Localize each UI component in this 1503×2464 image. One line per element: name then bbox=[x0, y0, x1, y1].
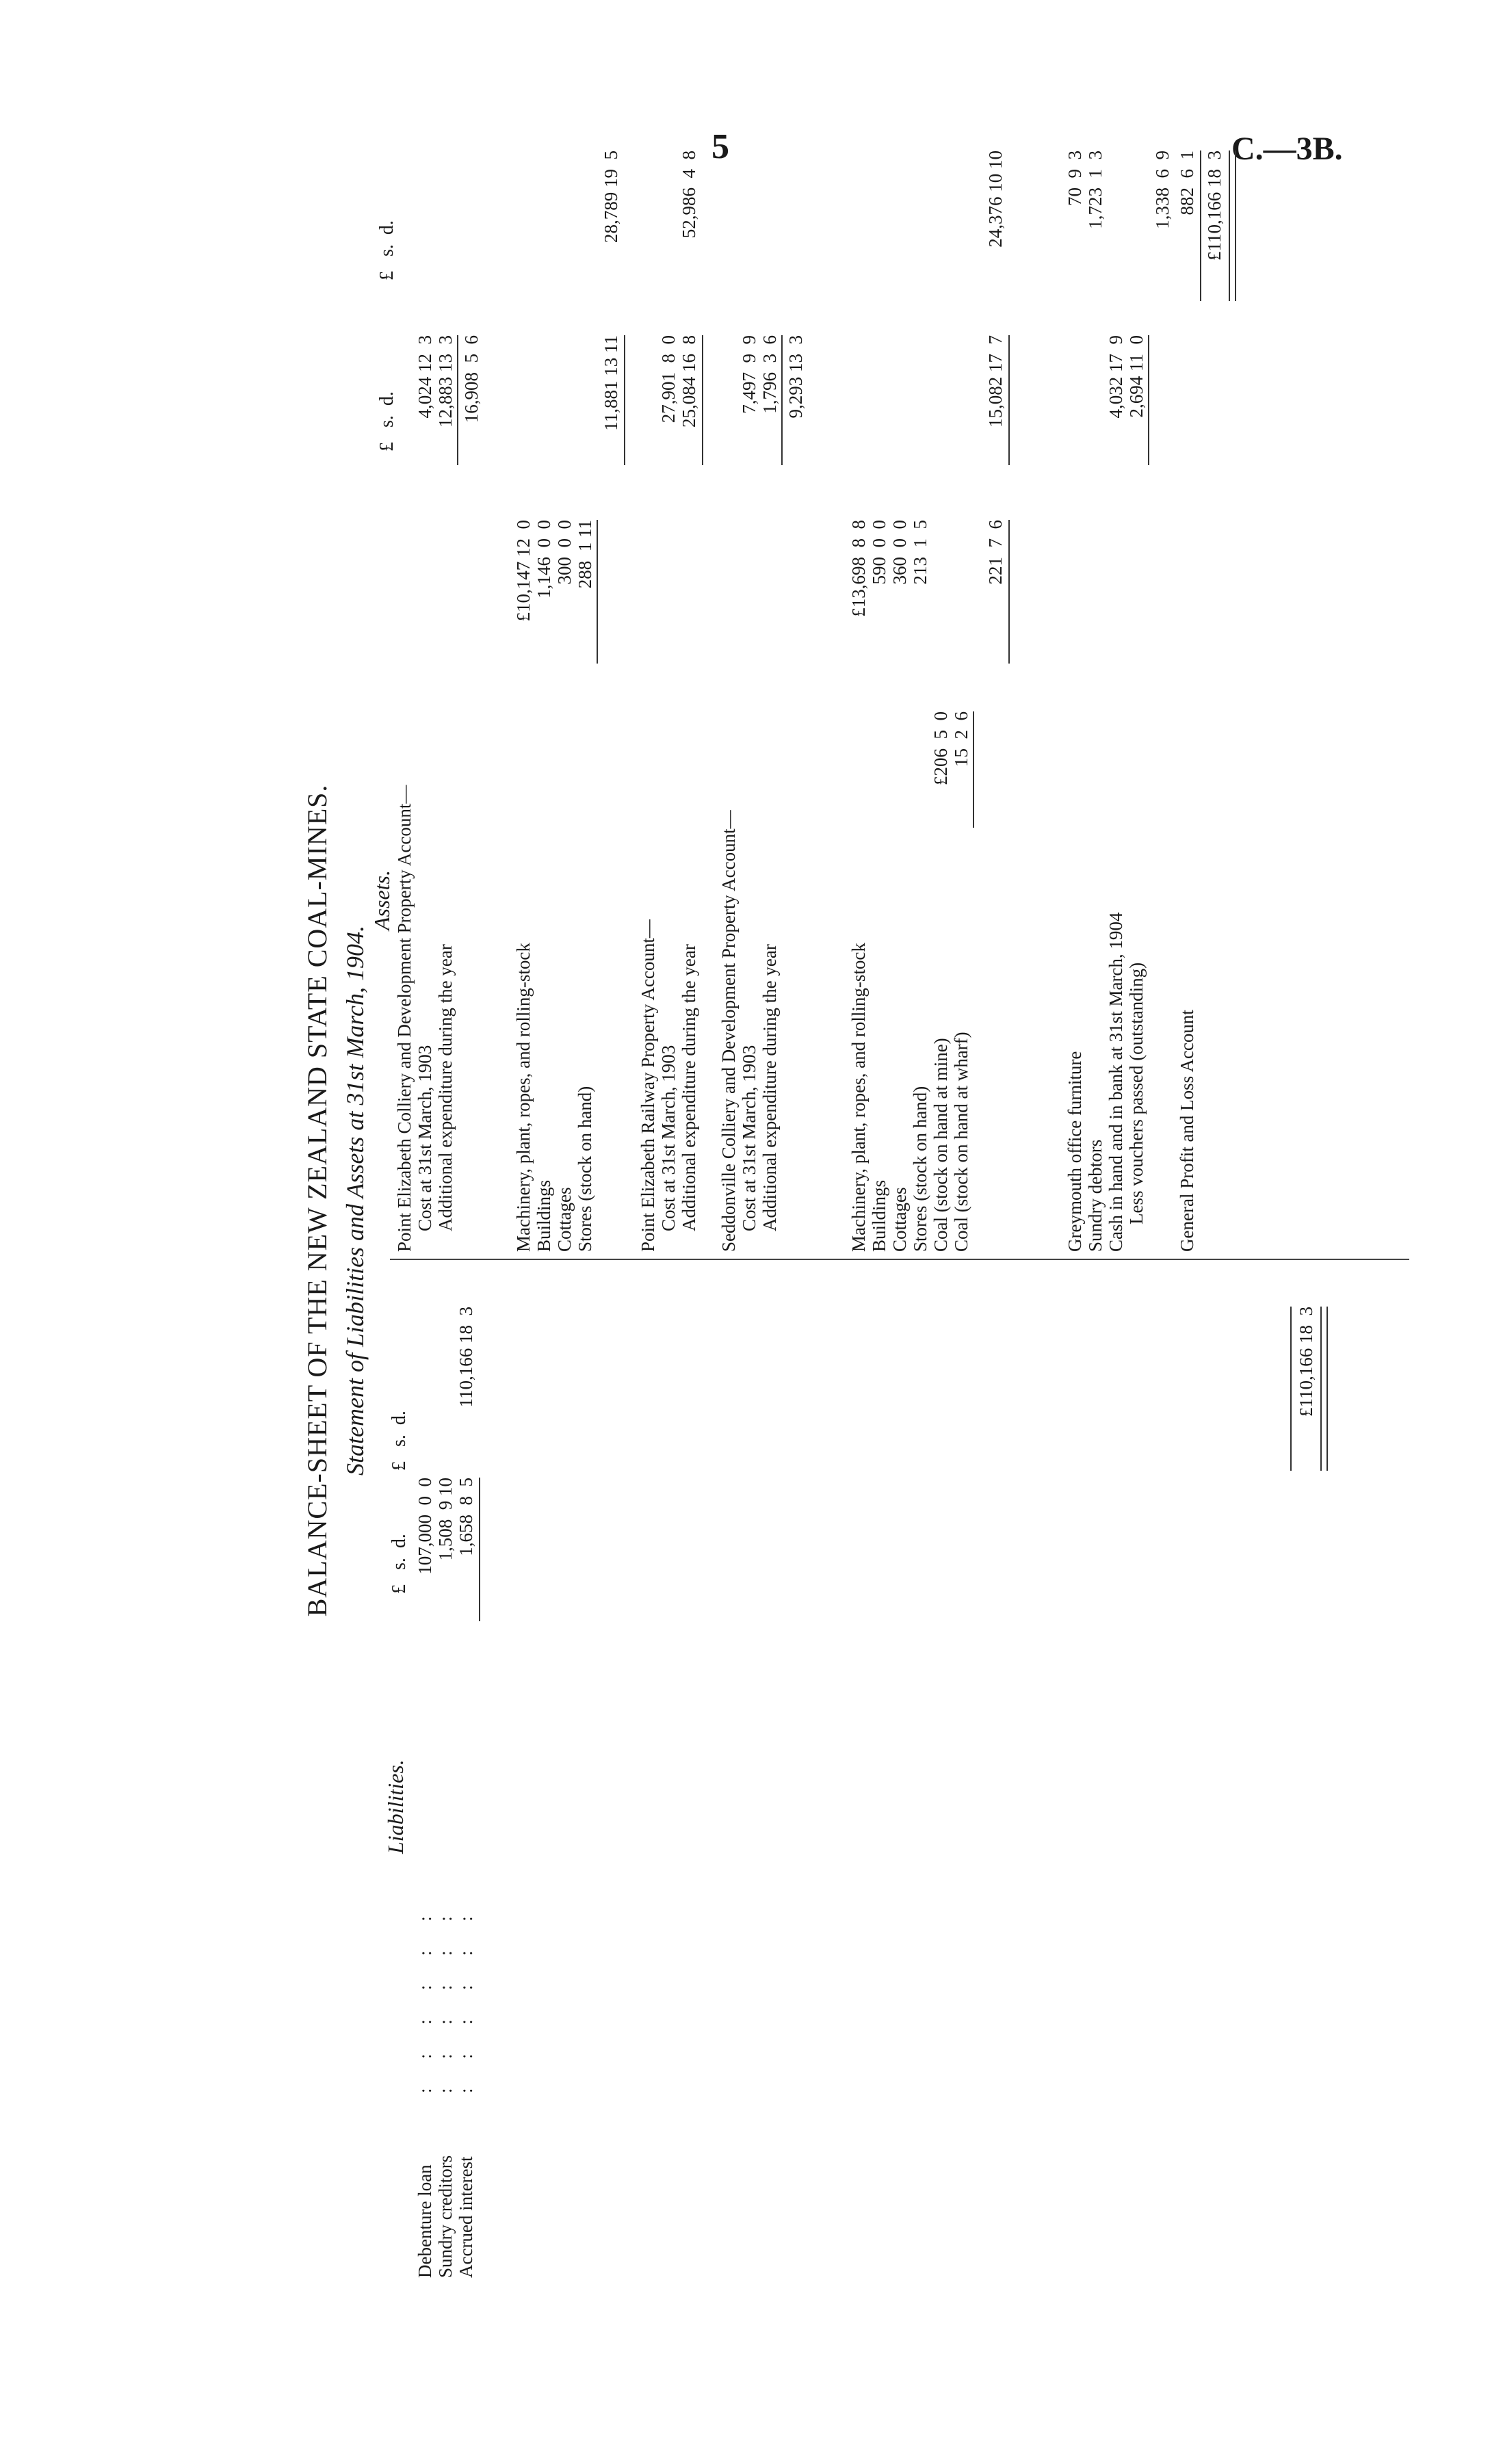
rotated-balance-sheet bbox=[287, 123, 1409, 2278]
asset-amount: 12,883 13 3 bbox=[435, 335, 456, 428]
seddonville-grand-total: 24,376 10 10 bbox=[985, 150, 1006, 248]
asset-row bbox=[1106, 144, 1126, 1252]
document-reference: C.—3B. bbox=[1231, 131, 1343, 167]
pe-railway-heading: Point Elizabeth Railway Property Account— bbox=[638, 919, 658, 1252]
asset-amount: 27,901 8 0 bbox=[658, 335, 679, 423]
asset-amount: 25,084 16 8 bbox=[679, 335, 699, 428]
assets-lsd-header: £ s. d. bbox=[376, 391, 397, 451]
asset-row bbox=[889, 157, 910, 1252]
page-subtitle: Statement of Liabilities and Assets at 31st March, 1904. bbox=[341, 926, 369, 1476]
asset-row bbox=[679, 137, 699, 1231]
asset-row bbox=[930, 157, 951, 1252]
asset-amount: 1,796 3 6 bbox=[759, 335, 780, 414]
assets-section bbox=[369, 123, 1409, 1252]
asset-label: Coal (stock on hand at mine) bbox=[930, 1038, 951, 1252]
asset-amount: 360 0 0 bbox=[889, 520, 910, 585]
asset-amount: £13,698 8 8 bbox=[848, 520, 869, 617]
asset-row bbox=[435, 137, 456, 1231]
rule bbox=[457, 335, 458, 465]
asset-label: Machinery, plant, ropes, and rolling-stock bbox=[513, 943, 534, 1252]
assets-heading: Assets. bbox=[369, 870, 394, 930]
asset-amount: 70 9 3 bbox=[1064, 150, 1085, 206]
asset-amount: 213 1 5 bbox=[910, 520, 930, 585]
title-prefix: BALANCE-SHEET OF THE bbox=[302, 1279, 332, 1617]
asset-row bbox=[951, 157, 971, 1252]
liability-label: Sundry creditors bbox=[435, 2155, 456, 2278]
liability-row bbox=[415, 1266, 435, 2278]
leader-dots: : : : : : : bbox=[435, 1904, 456, 2093]
liability-label: Accrued interest bbox=[456, 2156, 476, 2278]
liabilities-lsd-header: £ s. d. bbox=[389, 1534, 410, 1594]
asset-label: Stores (stock on hand) bbox=[575, 1086, 595, 1252]
liability-amount: 1,508 9 10 bbox=[435, 1478, 456, 1561]
asset-amount: 4,032 17 9 bbox=[1106, 335, 1126, 419]
pe-grand-total: 28,789 19 5 bbox=[601, 150, 621, 243]
asset-label: Less vouchers passed (outstanding) bbox=[1126, 962, 1147, 1224]
asset-label: Cost at 31st March, 1903 bbox=[739, 1045, 759, 1231]
page-title bbox=[301, 123, 333, 2278]
asset-label: Cottages bbox=[889, 1187, 910, 1252]
rule bbox=[479, 1478, 480, 1621]
asset-label: Cost at 31st March, 1903 bbox=[658, 1045, 679, 1231]
double-rule bbox=[1229, 150, 1236, 301]
asset-amount: 7,497 9 9 bbox=[739, 335, 759, 414]
asset-label: General Profit and Loss Account bbox=[1177, 1010, 1197, 1252]
asset-row bbox=[1085, 144, 1106, 1252]
asset-label: Buildings bbox=[869, 1179, 889, 1252]
rule bbox=[1200, 150, 1201, 301]
rule bbox=[781, 335, 783, 465]
asset-label: Stores (stock on hand) bbox=[910, 1086, 930, 1252]
asset-row bbox=[554, 157, 575, 1252]
leader-dots: : : : : : : bbox=[456, 1904, 476, 2093]
rule bbox=[973, 711, 974, 828]
asset-label: Cash in hand and in bank at 31st March, 1904 bbox=[1106, 912, 1126, 1252]
asset-amount: 288 1 11 bbox=[575, 520, 595, 589]
asset-row bbox=[1064, 144, 1085, 1252]
asset-amount: 590 0 0 bbox=[869, 520, 889, 585]
asset-label: Additional expenditure during the year bbox=[435, 944, 456, 1231]
asset-amount: 15 2 6 bbox=[951, 711, 971, 767]
rule bbox=[1148, 335, 1149, 465]
asset-row bbox=[658, 137, 679, 1231]
seddonville-heading: Seddonville Colliery and Development Property Account— bbox=[718, 810, 739, 1252]
asset-row bbox=[1177, 144, 1197, 1252]
assets-lsd-total-header: £ s. d. bbox=[376, 220, 397, 280]
assets-total: £110,166 18 3 bbox=[1204, 150, 1225, 261]
asset-label: Cost at 31st March, 1903 bbox=[415, 1045, 435, 1231]
asset-row bbox=[534, 157, 554, 1252]
liability-row bbox=[435, 1266, 456, 2278]
asset-amount: 1,146 0 0 bbox=[534, 520, 554, 599]
page-number: 5 bbox=[711, 127, 729, 166]
asset-amount: 300 0 0 bbox=[554, 520, 575, 585]
asset-label: Cottages bbox=[554, 1187, 575, 1252]
asset-label: Sundry debtors bbox=[1085, 1139, 1106, 1252]
column-divider bbox=[390, 1259, 1409, 1260]
asset-amount: 4,024 12 3 bbox=[415, 335, 435, 419]
cash-net: 1,338 6 9 bbox=[1152, 150, 1173, 229]
liability-row bbox=[456, 1266, 476, 2278]
pe-railway-total: 52,986 4 8 bbox=[679, 150, 699, 239]
liability-subtotal: 110,166 18 3 bbox=[456, 1307, 476, 1408]
asset-row bbox=[759, 137, 780, 1231]
asset-label: Greymouth office furniture bbox=[1064, 1051, 1085, 1252]
double-rule bbox=[1320, 1307, 1328, 1471]
coal-total: 221 7 6 bbox=[985, 520, 1006, 585]
pe-colliery-heading: Point Elizabeth Colliery and Development Property Account— bbox=[394, 785, 415, 1252]
liability-amount: 107,000 0 0 bbox=[415, 1478, 435, 1575]
asset-label: Machinery, plant, ropes, and rolling-stock bbox=[848, 943, 869, 1252]
liabilities-total: £110,166 18 3 bbox=[1296, 1307, 1316, 1417]
asset-row bbox=[910, 157, 930, 1252]
rule bbox=[1290, 1307, 1292, 1471]
rule bbox=[702, 335, 703, 465]
asset-label: Coal (stock on hand at wharf) bbox=[951, 1032, 971, 1252]
asset-amount: £206 5 0 bbox=[930, 711, 951, 785]
asset-label: Buildings bbox=[534, 1179, 554, 1252]
rule bbox=[597, 520, 598, 664]
seddonville-subtotal: 9,293 13 3 bbox=[785, 335, 806, 419]
seddonville-plant-total: 15,082 17 7 bbox=[985, 335, 1006, 428]
asset-row bbox=[575, 157, 595, 1252]
asset-row bbox=[848, 157, 869, 1252]
asset-row bbox=[513, 157, 534, 1252]
asset-row bbox=[415, 137, 435, 1231]
asset-label: Additional expenditure during the year bbox=[679, 944, 699, 1231]
title-rest: NEW ZEALAND STATE COAL-MINES. bbox=[302, 784, 332, 1272]
asset-amount: £10,147 12 0 bbox=[513, 520, 534, 622]
asset-row bbox=[1126, 144, 1147, 1224]
asset-amount: 882 6 1 bbox=[1177, 150, 1197, 215]
liabilities-lsd-total-header: £ s. d. bbox=[389, 1411, 410, 1471]
pe-colliery-subtotal: 16,908 5 6 bbox=[461, 335, 482, 423]
asset-row bbox=[739, 137, 759, 1231]
liability-amount: 1,658 8 5 bbox=[456, 1478, 476, 1556]
rule bbox=[1008, 520, 1010, 664]
liabilities-section bbox=[383, 1266, 1409, 2278]
asset-label: Additional expenditure during the year bbox=[759, 944, 780, 1231]
liabilities-heading: Liabilities. bbox=[383, 1759, 408, 1854]
leader-dots: : : : : : : bbox=[415, 1904, 435, 2093]
asset-amount: 1,723 1 3 bbox=[1085, 150, 1106, 229]
liability-label: Debenture loan bbox=[415, 2164, 435, 2278]
rule bbox=[1008, 335, 1010, 465]
pe-plant-total: 11,881 13 11 bbox=[601, 335, 621, 431]
asset-row bbox=[869, 157, 889, 1252]
rule bbox=[624, 335, 625, 465]
asset-amount: 2,694 11 0 bbox=[1126, 335, 1147, 418]
